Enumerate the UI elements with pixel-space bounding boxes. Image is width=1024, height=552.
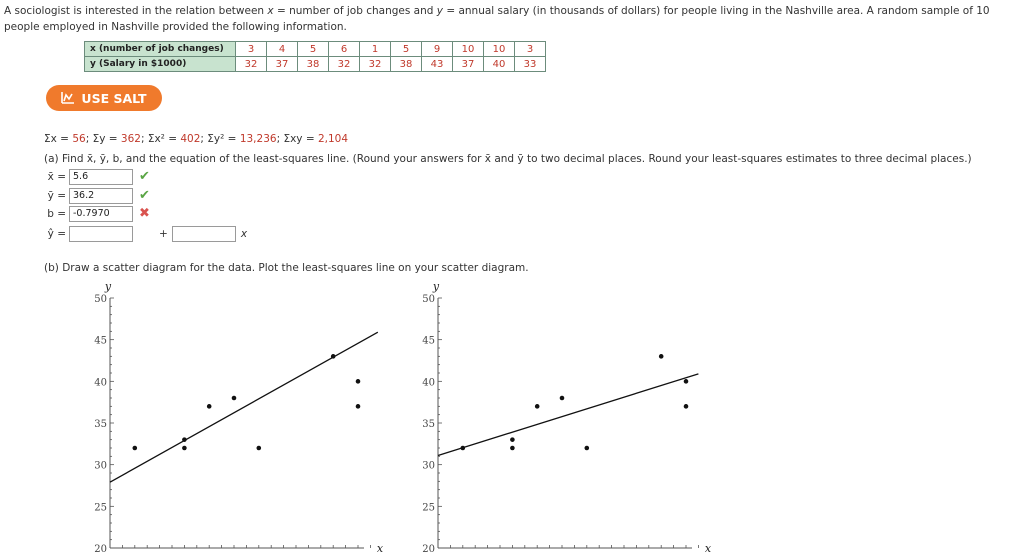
data-point [356, 379, 361, 384]
x-axis-label: x [704, 542, 712, 552]
least-squares-line [438, 374, 698, 456]
y-tick-label: 20 [94, 544, 107, 552]
summary-statistics [44, 133, 348, 145]
use-salt-label: USE SALT [81, 90, 147, 106]
data-point [510, 446, 515, 451]
data-point [257, 446, 262, 451]
b-label: b = [47, 208, 66, 220]
xbar-label: x̄ = [47, 171, 66, 183]
data-point [585, 446, 590, 451]
yhat-slope-input[interactable] [172, 226, 236, 242]
table-cell: 38 [391, 57, 422, 72]
data-point [356, 404, 361, 409]
table-cell: 1 [360, 42, 391, 57]
data-point [207, 404, 212, 409]
ybar-label: ȳ = [47, 190, 66, 202]
b-row [44, 206, 150, 222]
y-tick-label: 45 [422, 335, 435, 347]
table-cell: 37 [267, 57, 298, 72]
data-point [461, 446, 466, 451]
y-tick-label: 30 [422, 460, 435, 472]
table-cell: 10 [484, 42, 515, 57]
y-tick-label: 20 [422, 544, 435, 552]
y-tick-label: 35 [94, 419, 107, 430]
part-a-prompt: (a) Find x̄, ȳ, b, and the equation of the least-squares line. (Round your answers for x̄ and ȳ to two decimal places. Round your least-squares estimates to three decimal places.) [44, 153, 972, 165]
table-cell: 37 [453, 57, 484, 72]
intro-text-1: A sociologist is interested in the relation between [4, 5, 268, 17]
cross-icon: ✖ [139, 206, 150, 221]
data-point [133, 446, 138, 451]
table-cell: 43 [422, 57, 453, 72]
table-row-y [85, 57, 546, 72]
data-point [560, 396, 565, 401]
table-cell: 3 [236, 42, 267, 57]
table-header-y: y (Salary in $1000) [85, 57, 236, 72]
table-row-x [85, 42, 546, 57]
table-cell: 32 [360, 57, 391, 72]
table-cell: 40 [484, 57, 515, 72]
use-salt-button[interactable] [46, 85, 162, 111]
table-cell: 5 [298, 42, 329, 57]
table-cell: 33 [515, 57, 546, 72]
data-point [232, 396, 237, 401]
sum-x-value: 56 [72, 133, 86, 145]
table-cell: 5 [391, 42, 422, 57]
data-point [182, 446, 187, 451]
part-b-prompt: (b) Draw a scatter diagram for the data. Plot the least-squares line on your scatter diagram. [44, 262, 529, 274]
table-cell: 10 [453, 42, 484, 57]
y-tick-label: 35 [422, 419, 435, 430]
salt-chart-icon [61, 91, 75, 105]
b-input[interactable]: -0.7970 [69, 206, 133, 222]
least-squares-line [110, 332, 378, 482]
data-point [182, 437, 187, 442]
table-cell: 38 [298, 57, 329, 72]
table-cell: 6 [329, 42, 360, 57]
data-point [684, 379, 689, 384]
intro-x-var: x [267, 5, 274, 17]
sum-y2-value: 13,236 [239, 133, 277, 145]
data-point [684, 404, 689, 409]
yhat-intercept-input[interactable] [69, 226, 133, 242]
data-point [659, 354, 664, 359]
plus-sign: + [159, 228, 168, 240]
y-tick-label: 25 [422, 502, 435, 514]
data-table [84, 41, 546, 72]
table-header-x: x (number of job changes) [85, 42, 236, 57]
yhat-row [44, 226, 247, 242]
sum-xy-label: ; Σxy = [276, 133, 318, 145]
problem-statement [4, 3, 1004, 35]
sum-x2-value: 402 [180, 133, 201, 145]
sum-y2-label: ; Σy² = [200, 133, 240, 145]
x-axis-label: x [376, 542, 384, 552]
y-tick-label: 40 [94, 377, 107, 389]
sum-y-label: ; Σy = [85, 133, 121, 145]
data-point [331, 354, 336, 359]
ybar-row [44, 188, 150, 204]
xbar-input[interactable]: 5.6 [69, 169, 133, 185]
ybar-input[interactable]: 36.2 [69, 188, 133, 204]
data-point [535, 404, 540, 409]
check-icon: ✔ [139, 169, 150, 184]
scatter-plot-right[interactable] [398, 276, 718, 552]
data-point [510, 437, 515, 442]
y-tick-label: 50 [94, 294, 107, 305]
y-tick-label: 40 [422, 377, 435, 389]
table-cell: 32 [329, 57, 360, 72]
sum-x-label: Σx = [44, 133, 73, 145]
check-icon: ✔ [139, 188, 150, 203]
y-axis-label: y [432, 280, 440, 293]
y-tick-label: 25 [94, 502, 107, 514]
table-cell: 32 [236, 57, 267, 72]
intro-text-3: = annual salary (in thousands of dollars) for people living in the Nashville area. A random sample of 10 people employed in Nashville provided the following information. [4, 5, 990, 33]
y-axis-label: y [104, 280, 112, 293]
y-tick-label: 50 [422, 294, 435, 305]
xbar-row [44, 169, 150, 185]
table-cell: 9 [422, 42, 453, 57]
scatter-plot-left[interactable] [70, 276, 390, 552]
intro-y-var: y [436, 5, 443, 17]
y-tick-label: 30 [94, 460, 107, 472]
table-cell: 3 [515, 42, 546, 57]
table-cell: 4 [267, 42, 298, 57]
x-suffix: x [240, 228, 248, 240]
y-tick-label: 45 [94, 335, 107, 347]
sum-x2-label: ; Σx² = [140, 133, 181, 145]
intro-text-2: = number of job changes and [273, 5, 437, 17]
sum-xy-value: 2,104 [317, 133, 349, 145]
sum-y-value: 362 [120, 133, 141, 145]
yhat-label: ŷ = [47, 228, 66, 240]
